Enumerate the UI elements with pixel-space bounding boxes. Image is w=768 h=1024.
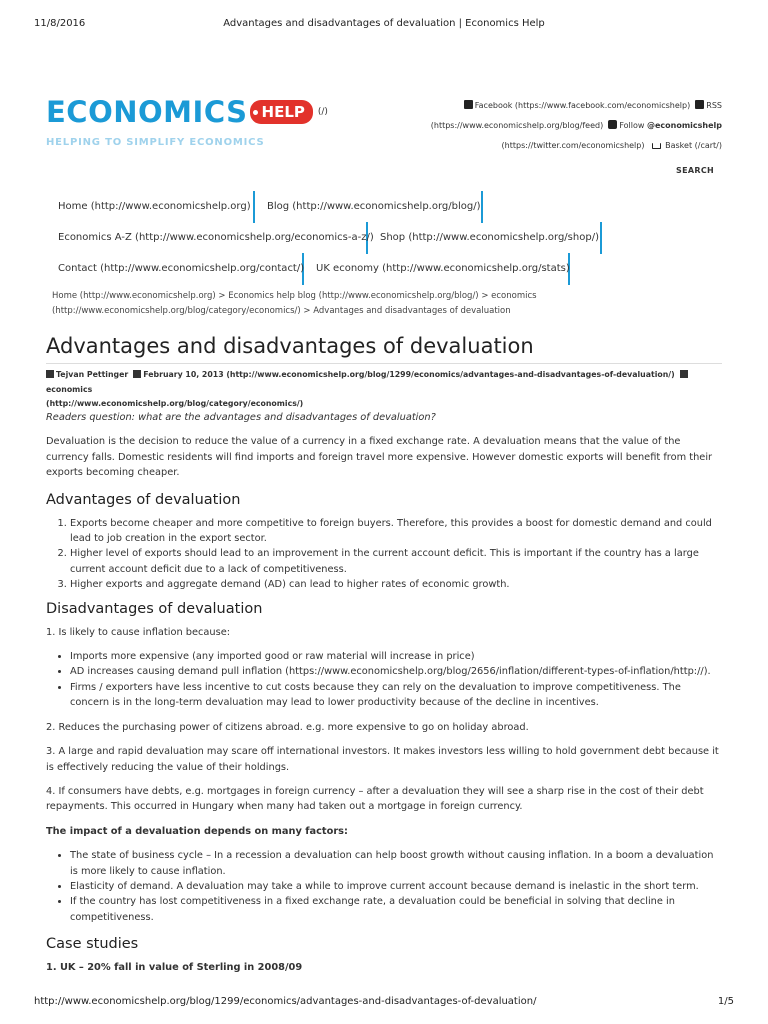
category-url[interactable]: (http://www.economicshelp.org/blog/category/economics/) [46,399,304,408]
print-title: Advantages and disadvantages of devaluation | Economics Help [223,18,545,29]
nav-row-1 [46,191,546,223]
print-url: http://www.economicshelp.org/blog/1299/economics/advantages-and-disadvantages-of-devaluation/ [34,996,537,1007]
logo-link[interactable]: (/) [317,107,328,117]
logo-help-badge: HELP [250,100,313,124]
twitter-icon [608,120,617,129]
logo-tagline: HELPING TO SIMPLIFY ECONOMICS [46,137,265,148]
nav-economics-az[interactable]: Economics A-Z (http://www.economicshelp.org/economics-a-z/) [46,222,368,254]
post-date-link[interactable]: February 10, 2013 (http://www.economicshelp.org/blog/1299/economics/advantages-and-disadvantages-of-devaluation/) [143,370,675,379]
print-header [34,18,734,30]
impact-heading: The impact of a devaluation depends on many factors: [46,825,348,837]
list-item: • If the country has lost competitiveness in a fixed exchange rate, a devaluation could be beneficial in solving that decline in competitiveness. [70,894,722,925]
calendar-icon [133,370,141,378]
disadvantage-point-3: 3. A large and rapid devaluation may scare off international investors. It makes investors less willing to hold government debt because it is effectively reducing the value of their holdings. [46,746,719,773]
logo-wordmark: ECONOMICS [46,95,248,129]
rss-feed-url[interactable]: (https://www.economicshelp.org/blog/feed) [430,121,604,130]
folder-icon [680,370,688,378]
nav-row-3 [46,253,646,285]
list-item: • The state of business cycle – In a recession a devaluation can help boost growth without causing inflation. In a boom a devaluation is more likely to cause inflation. [70,848,722,879]
list-item: • Firms / exporters have less incentive to cut costs because they can rely on the devaluation to improve competitiveness. The concern is in the long-term devaluation may lead to lower productivity because of the decline in incentives. [70,680,722,711]
social-links [382,96,722,156]
search-button[interactable]: SEARCH [676,166,714,175]
author-link[interactable]: Tejvan Pettinger [56,370,129,379]
breadcrumb [52,289,722,319]
reader-question: Readers question: what are the advantages and disadvantages of devaluation? [46,412,436,423]
disadvantage-point-2: 2. Reduces the purchasing power of citizens abroad. e.g. more expensive to go on holiday abroad. [46,721,529,733]
basket-link[interactable]: Basket (/cart/) [652,141,722,150]
case-studies-heading: Case studies [46,936,139,953]
disadvantage-point-4: 4. If consumers have debts, e.g. mortgages in foreign currency – after a devaluation they will see a sharp rise in the cost of their debt repayments. This occurred in Hungary when many had taken out a mortgage in foreign currency. [46,785,704,813]
nav-blog[interactable]: Blog (http://www.economicshelp.org/blog/) [255,191,483,223]
post-meta [46,368,726,412]
breadcrumb-line-2[interactable]: (http://www.economicshelp.org/blog/category/economics/) > Advantages and disadvantages of devaluation [52,306,511,316]
facebook-link[interactable]: Facebook (https://www.facebook.com/economicshelp) [464,101,690,110]
nav-row-2 [46,222,646,254]
nav-uk-economy[interactable]: UK economy (http://www.economicshelp.org/stats) [304,253,570,285]
impact-factors-list [70,848,722,925]
list-item: • Elasticity of demand. A devaluation may take a while to improve current account because demand is inelastic in the short term. [70,879,722,894]
advantages-list [70,516,722,593]
list-item: 3. Higher exports and aggregate demand (AD) can lead to higher rates of economic growth. [70,577,722,592]
article-body [46,410,722,985]
nav-home[interactable]: Home (http://www.economicshelp.org) [46,191,255,223]
site-logo[interactable] [46,95,328,129]
nav-shop[interactable]: Shop (http://www.economicshelp.org/shop/) [368,222,602,254]
rss-link[interactable]: RSS [695,101,722,110]
nav-contact[interactable]: Contact (http://www.economicshelp.org/contact/) [46,253,304,285]
list-item: • Imports more expensive (any imported good or raw material will increase in price) [70,649,722,664]
twitter-url[interactable]: (https://twitter.com/economicshelp) [501,141,645,150]
rss-icon [695,100,704,109]
cart-icon [652,143,661,149]
list-item: 1. Exports become cheaper and more competitive to foreign buyers. Therefore, this provides a boost for domestic demand and could lead to job creation in the export sector. [70,516,722,547]
inflation-intro: 1. Is likely to cause inflation because: [46,626,231,638]
list-item: 2. Higher level of exports should lead to an improvement in the current account deficit. This is important if the country has a large current account deficit due to a lack of competitiveness. [70,546,722,577]
twitter-link[interactable]: Follow @economicshelp [608,121,722,130]
logo-dot-icon [253,110,258,115]
case-study-1-heading: 1. UK – 20% fall in value of Sterling in 2008/09 [46,962,303,974]
list-item-link[interactable]: • AD increases causing demand pull inflation (https://www.economicshelp.org/blog/2656/inflation/different-types-of-inflation/http://). [70,664,722,679]
category-link[interactable]: economics [46,384,93,394]
disadvantages-heading: Disadvantages of devaluation [46,600,263,617]
intro-paragraph: Devaluation is the decision to reduce the value of a currency in a fixed exchange rate. A devaluation means that the value of the currency falls. Domestic residents will find imports and foreign travel more expensive. However domestic exports will benefit from their exports becoming cheaper. [46,436,713,479]
inflation-reasons-list [70,649,722,711]
facebook-icon [464,100,473,109]
user-icon [46,370,54,378]
advantages-heading: Advantages of devaluation [46,491,241,508]
page-title: Advantages and disadvantages of devaluation [46,334,722,364]
print-footer [34,996,734,1008]
print-date: 11/8/2016 [34,18,86,29]
page-number: 1/5 [717,996,734,1007]
breadcrumb-line-1[interactable]: Home (http://www.economicshelp.org) > Economics help blog (http://www.economicshelp.org/blog/) > economics [52,291,537,301]
